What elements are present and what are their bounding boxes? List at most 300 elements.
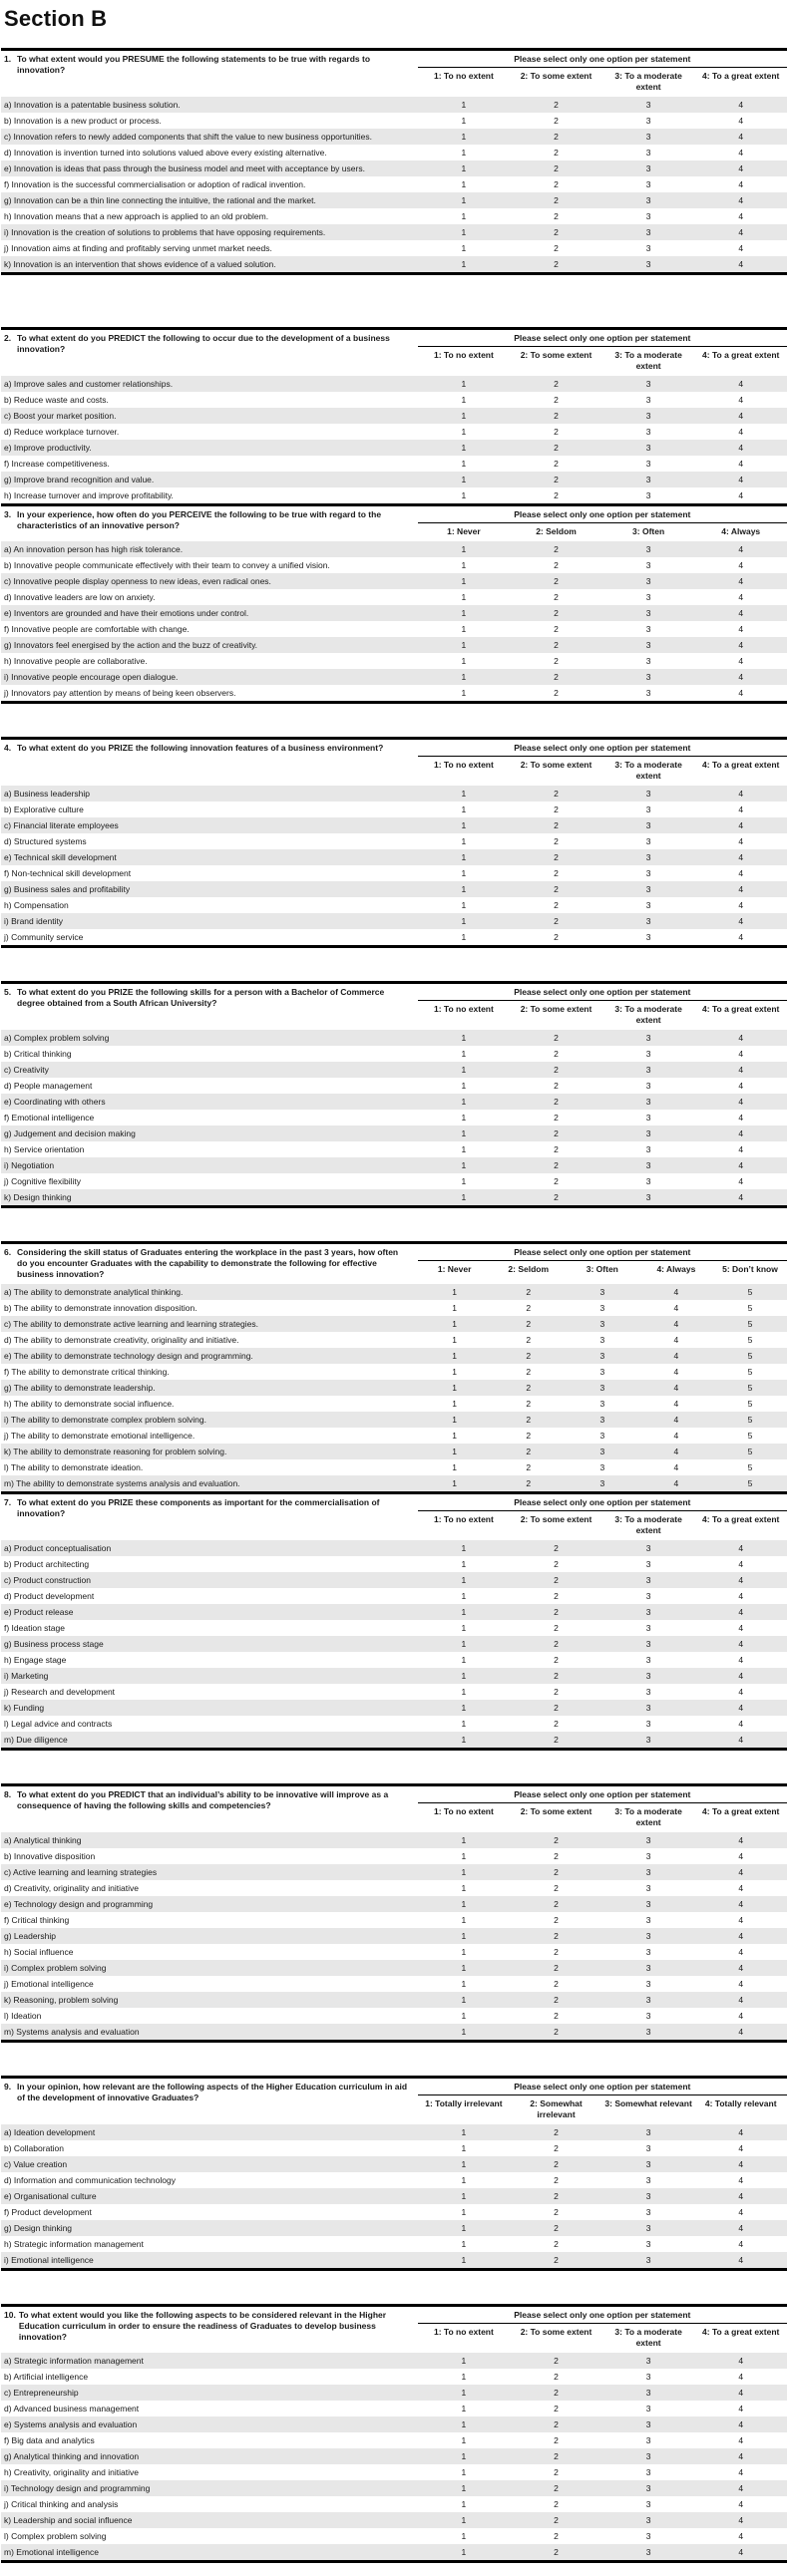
- option-cell-1[interactable]: 1: [461, 883, 467, 894]
- option-cell-2[interactable]: 2: [526, 1430, 532, 1441]
- option-cell-3[interactable]: 3: [645, 915, 651, 926]
- option-cell-4[interactable]: 4: [738, 1032, 744, 1043]
- option-cell-3[interactable]: 3: [645, 2450, 651, 2461]
- option-cell-4[interactable]: 4: [738, 1946, 744, 1957]
- option-cell-3[interactable]: 3: [645, 131, 651, 142]
- option-cell-4[interactable]: 4: [738, 2450, 744, 2461]
- option-cell-5[interactable]: 5: [747, 1318, 753, 1329]
- option-cell-2[interactable]: 2: [526, 1382, 532, 1393]
- option-cell-2[interactable]: 2: [554, 1718, 559, 1729]
- option-cell-1[interactable]: 1: [461, 899, 467, 910]
- option-cell-1[interactable]: 1: [461, 2403, 467, 2414]
- option-cell-1[interactable]: 1: [461, 226, 467, 237]
- option-cell-4[interactable]: 4: [738, 1558, 744, 1569]
- option-cell-2[interactable]: 2: [554, 1686, 559, 1697]
- option-cell-2[interactable]: 2: [554, 1946, 559, 1957]
- option-cell-2[interactable]: 2: [554, 2514, 559, 2525]
- option-cell-3[interactable]: 3: [645, 1191, 651, 1202]
- option-cell-3[interactable]: 3: [645, 2190, 651, 2201]
- option-cell-4[interactable]: 4: [738, 2371, 744, 2382]
- option-cell-3[interactable]: 3: [645, 2142, 651, 2153]
- option-cell-2[interactable]: 2: [554, 147, 559, 158]
- option-cell-2[interactable]: 2: [554, 2158, 559, 2169]
- option-cell-4[interactable]: 4: [738, 1064, 744, 1075]
- option-cell-3[interactable]: 3: [645, 623, 651, 634]
- option-cell-4[interactable]: 4: [738, 607, 744, 618]
- option-cell-3[interactable]: 3: [645, 1542, 651, 1553]
- option-cell-1[interactable]: 1: [461, 2355, 467, 2366]
- option-cell-4[interactable]: 4: [738, 458, 744, 469]
- option-cell-3[interactable]: 3: [645, 178, 651, 189]
- option-cell-2[interactable]: 2: [554, 1930, 559, 1941]
- option-cell-4[interactable]: 4: [738, 2254, 744, 2265]
- option-cell-1[interactable]: 1: [461, 1064, 467, 1075]
- option-cell-2[interactable]: 2: [554, 2174, 559, 2185]
- option-cell-3[interactable]: 3: [645, 2482, 651, 2493]
- option-cell-2[interactable]: 2: [526, 1302, 532, 1313]
- option-cell-3[interactable]: 3: [599, 1302, 605, 1313]
- option-cell-1[interactable]: 1: [452, 1430, 458, 1441]
- option-cell-4[interactable]: 4: [738, 378, 744, 389]
- option-cell-5[interactable]: 5: [747, 1446, 753, 1456]
- option-cell-2[interactable]: 2: [526, 1318, 532, 1329]
- option-cell-2[interactable]: 2: [554, 1558, 559, 1569]
- option-cell-1[interactable]: 1: [461, 410, 467, 421]
- option-cell-3[interactable]: 3: [645, 655, 651, 666]
- option-cell-4[interactable]: 4: [738, 2514, 744, 2525]
- option-cell-4[interactable]: 4: [738, 2530, 744, 2541]
- option-cell-4[interactable]: 4: [738, 1590, 744, 1601]
- option-cell-2[interactable]: 2: [526, 1414, 532, 1425]
- option-cell-1[interactable]: 1: [461, 804, 467, 814]
- option-cell-2[interactable]: 2: [554, 99, 559, 110]
- option-cell-1[interactable]: 1: [461, 2466, 467, 2477]
- option-cell-4[interactable]: 4: [738, 442, 744, 453]
- option-cell-1[interactable]: 1: [461, 1654, 467, 1665]
- option-cell-4[interactable]: 4: [738, 1127, 744, 1138]
- option-cell-4[interactable]: 4: [738, 851, 744, 862]
- option-cell-4[interactable]: 4: [738, 543, 744, 554]
- option-cell-4[interactable]: 4: [738, 1686, 744, 1697]
- option-cell-2[interactable]: 2: [554, 1670, 559, 1681]
- option-cell-4[interactable]: 4: [738, 899, 744, 910]
- option-cell-1[interactable]: 1: [461, 394, 467, 405]
- option-cell-3[interactable]: 3: [645, 1654, 651, 1665]
- option-cell-4[interactable]: 4: [738, 2546, 744, 2557]
- option-cell-5[interactable]: 5: [747, 1350, 753, 1361]
- option-cell-2[interactable]: 2: [554, 883, 559, 894]
- option-cell-2[interactable]: 2: [554, 2434, 559, 2445]
- option-cell-2[interactable]: 2: [554, 623, 559, 634]
- option-cell-1[interactable]: 1: [461, 623, 467, 634]
- option-cell-4[interactable]: 4: [738, 242, 744, 253]
- option-cell-2[interactable]: 2: [554, 1191, 559, 1202]
- option-cell-4[interactable]: 4: [738, 1622, 744, 1633]
- option-cell-4[interactable]: 4: [673, 1446, 679, 1456]
- option-cell-2[interactable]: 2: [554, 1898, 559, 1909]
- option-cell-2[interactable]: 2: [526, 1350, 532, 1361]
- option-cell-2[interactable]: 2: [554, 2026, 559, 2037]
- option-cell-4[interactable]: 4: [738, 162, 744, 173]
- option-cell-4[interactable]: 4: [738, 1638, 744, 1649]
- option-cell-4[interactable]: 4: [738, 178, 744, 189]
- option-cell-4[interactable]: 4: [738, 258, 744, 269]
- option-cell-2[interactable]: 2: [554, 851, 559, 862]
- option-cell-1[interactable]: 1: [461, 2142, 467, 2153]
- option-cell-3[interactable]: 3: [599, 1318, 605, 1329]
- option-cell-3[interactable]: 3: [645, 2434, 651, 2445]
- option-cell-4[interactable]: 4: [738, 2498, 744, 2509]
- option-cell-2[interactable]: 2: [554, 1866, 559, 1877]
- option-cell-3[interactable]: 3: [645, 2010, 651, 2021]
- option-cell-3[interactable]: 3: [645, 1159, 651, 1170]
- option-cell-2[interactable]: 2: [554, 655, 559, 666]
- option-cell-2[interactable]: 2: [554, 1978, 559, 1989]
- option-cell-1[interactable]: 1: [461, 378, 467, 389]
- option-cell-2[interactable]: 2: [554, 835, 559, 846]
- option-cell-3[interactable]: 3: [645, 1175, 651, 1186]
- option-cell-1[interactable]: 1: [461, 2434, 467, 2445]
- option-cell-3[interactable]: 3: [645, 851, 651, 862]
- option-cell-1[interactable]: 1: [461, 1542, 467, 1553]
- option-cell-1[interactable]: 1: [461, 559, 467, 570]
- option-cell-2[interactable]: 2: [554, 543, 559, 554]
- option-cell-2[interactable]: 2: [554, 1127, 559, 1138]
- option-cell-3[interactable]: 3: [645, 258, 651, 269]
- option-cell-1[interactable]: 1: [461, 1898, 467, 1909]
- option-cell-2[interactable]: 2: [554, 607, 559, 618]
- option-cell-3[interactable]: 3: [645, 788, 651, 799]
- option-cell-4[interactable]: 4: [738, 489, 744, 500]
- option-cell-1[interactable]: 1: [461, 242, 467, 253]
- option-cell-3[interactable]: 3: [645, 1143, 651, 1154]
- option-cell-2[interactable]: 2: [554, 1064, 559, 1075]
- option-cell-4[interactable]: 4: [738, 1143, 744, 1154]
- option-cell-3[interactable]: 3: [599, 1461, 605, 1472]
- option-cell-3[interactable]: 3: [645, 2238, 651, 2249]
- option-cell-3[interactable]: 3: [645, 1686, 651, 1697]
- option-cell-3[interactable]: 3: [645, 410, 651, 421]
- option-cell-4[interactable]: 4: [738, 2142, 744, 2153]
- option-cell-3[interactable]: 3: [645, 591, 651, 602]
- option-cell-3[interactable]: 3: [645, 804, 651, 814]
- option-cell-1[interactable]: 1: [452, 1334, 458, 1345]
- option-cell-2[interactable]: 2: [554, 458, 559, 469]
- option-cell-3[interactable]: 3: [645, 639, 651, 650]
- option-cell-1[interactable]: 1: [461, 1734, 467, 1745]
- option-cell-1[interactable]: 1: [461, 1191, 467, 1202]
- option-cell-3[interactable]: 3: [645, 575, 651, 586]
- option-cell-4[interactable]: 4: [738, 2482, 744, 2493]
- option-cell-4[interactable]: 4: [673, 1461, 679, 1472]
- option-cell-3[interactable]: 3: [645, 1622, 651, 1633]
- option-cell-5[interactable]: 5: [747, 1286, 753, 1297]
- option-cell-4[interactable]: 4: [738, 2238, 744, 2249]
- option-cell-1[interactable]: 1: [461, 2206, 467, 2217]
- option-cell-4[interactable]: 4: [738, 1718, 744, 1729]
- option-cell-1[interactable]: 1: [461, 1702, 467, 1713]
- option-cell-2[interactable]: 2: [554, 2142, 559, 2153]
- option-cell-2[interactable]: 2: [554, 788, 559, 799]
- option-cell-2[interactable]: 2: [526, 1334, 532, 1345]
- option-cell-3[interactable]: 3: [645, 2222, 651, 2233]
- option-cell-1[interactable]: 1: [461, 1112, 467, 1123]
- option-cell-2[interactable]: 2: [554, 2126, 559, 2137]
- option-cell-3[interactable]: 3: [599, 1446, 605, 1456]
- option-cell-2[interactable]: 2: [554, 1702, 559, 1713]
- option-cell-3[interactable]: 3: [645, 1898, 651, 1909]
- option-cell-3[interactable]: 3: [645, 2026, 651, 2037]
- option-cell-3[interactable]: 3: [645, 931, 651, 942]
- option-cell-4[interactable]: 4: [673, 1350, 679, 1361]
- option-cell-1[interactable]: 1: [461, 1175, 467, 1186]
- option-cell-2[interactable]: 2: [554, 1734, 559, 1745]
- option-cell-2[interactable]: 2: [526, 1446, 532, 1456]
- option-cell-3[interactable]: 3: [645, 2387, 651, 2398]
- option-cell-2[interactable]: 2: [554, 1850, 559, 1861]
- option-cell-3[interactable]: 3: [645, 162, 651, 173]
- option-cell-4[interactable]: 4: [738, 559, 744, 570]
- option-cell-4[interactable]: 4: [673, 1302, 679, 1313]
- option-cell-1[interactable]: 1: [461, 210, 467, 221]
- option-cell-2[interactable]: 2: [554, 639, 559, 650]
- option-cell-5[interactable]: 5: [747, 1398, 753, 1409]
- option-cell-1[interactable]: 1: [461, 2371, 467, 2382]
- option-cell-3[interactable]: 3: [645, 1064, 651, 1075]
- option-cell-4[interactable]: 4: [738, 2434, 744, 2445]
- option-cell-4[interactable]: 4: [738, 410, 744, 421]
- option-cell-3[interactable]: 3: [645, 458, 651, 469]
- option-cell-3[interactable]: 3: [645, 1590, 651, 1601]
- option-cell-1[interactable]: 1: [461, 1978, 467, 1989]
- option-cell-1[interactable]: 1: [452, 1318, 458, 1329]
- option-cell-2[interactable]: 2: [554, 2403, 559, 2414]
- option-cell-1[interactable]: 1: [452, 1366, 458, 1377]
- option-cell-2[interactable]: 2: [554, 2190, 559, 2201]
- option-cell-2[interactable]: 2: [554, 1654, 559, 1665]
- option-cell-2[interactable]: 2: [554, 2498, 559, 2509]
- option-cell-3[interactable]: 3: [599, 1477, 605, 1488]
- option-cell-4[interactable]: 4: [673, 1318, 679, 1329]
- option-cell-4[interactable]: 4: [738, 2158, 744, 2169]
- option-cell-4[interactable]: 4: [738, 671, 744, 682]
- option-cell-1[interactable]: 1: [461, 1718, 467, 1729]
- option-cell-2[interactable]: 2: [526, 1286, 532, 1297]
- option-cell-4[interactable]: 4: [738, 1994, 744, 2005]
- option-cell-4[interactable]: 4: [738, 1930, 744, 1941]
- option-cell-1[interactable]: 1: [461, 131, 467, 142]
- option-cell-1[interactable]: 1: [461, 1638, 467, 1649]
- option-cell-4[interactable]: 4: [738, 623, 744, 634]
- option-cell-2[interactable]: 2: [554, 819, 559, 830]
- option-cell-1[interactable]: 1: [461, 2514, 467, 2525]
- option-cell-2[interactable]: 2: [554, 1574, 559, 1585]
- option-cell-1[interactable]: 1: [461, 1127, 467, 1138]
- option-cell-1[interactable]: 1: [452, 1302, 458, 1313]
- option-cell-2[interactable]: 2: [554, 394, 559, 405]
- option-cell-1[interactable]: 1: [461, 655, 467, 666]
- option-cell-5[interactable]: 5: [747, 1334, 753, 1345]
- option-cell-3[interactable]: 3: [645, 2254, 651, 2265]
- option-cell-2[interactable]: 2: [554, 1638, 559, 1649]
- option-cell-3[interactable]: 3: [645, 1978, 651, 1989]
- option-cell-1[interactable]: 1: [461, 2126, 467, 2137]
- option-cell-2[interactable]: 2: [554, 2387, 559, 2398]
- option-cell-1[interactable]: 1: [461, 931, 467, 942]
- option-cell-3[interactable]: 3: [645, 2546, 651, 2557]
- option-cell-2[interactable]: 2: [554, 804, 559, 814]
- option-cell-3[interactable]: 3: [599, 1350, 605, 1361]
- option-cell-4[interactable]: 4: [738, 915, 744, 926]
- option-cell-2[interactable]: 2: [554, 474, 559, 484]
- option-cell-1[interactable]: 1: [461, 1048, 467, 1059]
- option-cell-1[interactable]: 1: [461, 474, 467, 484]
- option-cell-4[interactable]: 4: [738, 2174, 744, 2185]
- option-cell-1[interactable]: 1: [461, 788, 467, 799]
- option-cell-3[interactable]: 3: [645, 1638, 651, 1649]
- option-cell-1[interactable]: 1: [461, 1558, 467, 1569]
- option-cell-1[interactable]: 1: [461, 258, 467, 269]
- option-cell-1[interactable]: 1: [461, 194, 467, 205]
- option-cell-4[interactable]: 4: [673, 1334, 679, 1345]
- option-cell-1[interactable]: 1: [461, 2238, 467, 2249]
- option-cell-4[interactable]: 4: [738, 1702, 744, 1713]
- option-cell-1[interactable]: 1: [461, 2026, 467, 2037]
- option-cell-1[interactable]: 1: [461, 1606, 467, 1617]
- option-cell-3[interactable]: 3: [645, 1914, 651, 1925]
- option-cell-4[interactable]: 4: [738, 2206, 744, 2217]
- option-cell-1[interactable]: 1: [461, 2387, 467, 2398]
- option-cell-3[interactable]: 3: [645, 2206, 651, 2217]
- option-cell-5[interactable]: 5: [747, 1477, 753, 1488]
- option-cell-1[interactable]: 1: [452, 1414, 458, 1425]
- option-cell-1[interactable]: 1: [461, 607, 467, 618]
- option-cell-4[interactable]: 4: [738, 2026, 744, 2037]
- option-cell-4[interactable]: 4: [738, 2403, 744, 2414]
- option-cell-3[interactable]: 3: [645, 1048, 651, 1059]
- option-cell-2[interactable]: 2: [554, 242, 559, 253]
- option-cell-2[interactable]: 2: [526, 1398, 532, 1409]
- option-cell-4[interactable]: 4: [738, 2010, 744, 2021]
- option-cell-3[interactable]: 3: [645, 2514, 651, 2525]
- option-cell-1[interactable]: 1: [461, 1080, 467, 1091]
- option-cell-1[interactable]: 1: [461, 1670, 467, 1681]
- option-cell-1[interactable]: 1: [461, 835, 467, 846]
- option-cell-4[interactable]: 4: [673, 1398, 679, 1409]
- option-cell-1[interactable]: 1: [461, 1866, 467, 1877]
- option-cell-1[interactable]: 1: [461, 2254, 467, 2265]
- option-cell-2[interactable]: 2: [554, 1143, 559, 1154]
- option-cell-4[interactable]: 4: [738, 1048, 744, 1059]
- option-cell-2[interactable]: 2: [526, 1477, 532, 1488]
- option-cell-1[interactable]: 1: [452, 1398, 458, 1409]
- option-cell-1[interactable]: 1: [452, 1477, 458, 1488]
- option-cell-2[interactable]: 2: [554, 1882, 559, 1893]
- option-cell-4[interactable]: 4: [738, 788, 744, 799]
- option-cell-4[interactable]: 4: [738, 2222, 744, 2233]
- option-cell-2[interactable]: 2: [554, 1096, 559, 1107]
- option-cell-3[interactable]: 3: [645, 1670, 651, 1681]
- option-cell-4[interactable]: 4: [738, 1962, 744, 1973]
- option-cell-3[interactable]: 3: [645, 2418, 651, 2429]
- option-cell-1[interactable]: 1: [461, 1994, 467, 2005]
- option-cell-1[interactable]: 1: [461, 2530, 467, 2541]
- option-cell-3[interactable]: 3: [645, 1127, 651, 1138]
- option-cell-2[interactable]: 2: [554, 489, 559, 500]
- option-cell-1[interactable]: 1: [461, 2546, 467, 2557]
- option-cell-3[interactable]: 3: [645, 2371, 651, 2382]
- option-cell-4[interactable]: 4: [738, 1191, 744, 1202]
- option-cell-2[interactable]: 2: [554, 2418, 559, 2429]
- option-cell-4[interactable]: 4: [738, 2355, 744, 2366]
- option-cell-1[interactable]: 1: [461, 2010, 467, 2021]
- option-cell-3[interactable]: 3: [645, 559, 651, 570]
- option-cell-1[interactable]: 1: [461, 1686, 467, 1697]
- option-cell-4[interactable]: 4: [738, 1734, 744, 1745]
- option-cell-2[interactable]: 2: [554, 2222, 559, 2233]
- option-cell-1[interactable]: 1: [461, 2498, 467, 2509]
- option-cell-3[interactable]: 3: [645, 1866, 651, 1877]
- option-cell-2[interactable]: 2: [554, 1914, 559, 1925]
- option-cell-1[interactable]: 1: [461, 1962, 467, 1973]
- option-cell-3[interactable]: 3: [645, 226, 651, 237]
- option-cell-3[interactable]: 3: [645, 819, 651, 830]
- option-cell-2[interactable]: 2: [554, 575, 559, 586]
- option-cell-2[interactable]: 2: [554, 1590, 559, 1601]
- option-cell-2[interactable]: 2: [554, 1048, 559, 1059]
- option-cell-3[interactable]: 3: [645, 115, 651, 126]
- option-cell-1[interactable]: 1: [461, 2174, 467, 2185]
- option-cell-1[interactable]: 1: [461, 867, 467, 878]
- option-cell-2[interactable]: 2: [554, 1112, 559, 1123]
- option-cell-2[interactable]: 2: [554, 1606, 559, 1617]
- option-cell-4[interactable]: 4: [738, 474, 744, 484]
- option-cell-1[interactable]: 1: [461, 1882, 467, 1893]
- option-cell-3[interactable]: 3: [645, 2158, 651, 2169]
- option-cell-1[interactable]: 1: [452, 1286, 458, 1297]
- option-cell-2[interactable]: 2: [554, 378, 559, 389]
- option-cell-1[interactable]: 1: [452, 1350, 458, 1361]
- option-cell-4[interactable]: 4: [738, 1175, 744, 1186]
- option-cell-1[interactable]: 1: [461, 147, 467, 158]
- option-cell-3[interactable]: 3: [645, 210, 651, 221]
- option-cell-1[interactable]: 1: [461, 1096, 467, 1107]
- option-cell-2[interactable]: 2: [554, 671, 559, 682]
- option-cell-2[interactable]: 2: [554, 426, 559, 437]
- option-cell-2[interactable]: 2: [554, 194, 559, 205]
- option-cell-1[interactable]: 1: [452, 1446, 458, 1456]
- option-cell-1[interactable]: 1: [461, 1834, 467, 1845]
- option-cell-1[interactable]: 1: [461, 1930, 467, 1941]
- option-cell-1[interactable]: 1: [452, 1382, 458, 1393]
- option-cell-2[interactable]: 2: [554, 2355, 559, 2366]
- option-cell-4[interactable]: 4: [738, 2418, 744, 2429]
- option-cell-3[interactable]: 3: [645, 1574, 651, 1585]
- option-cell-3[interactable]: 3: [645, 1734, 651, 1745]
- option-cell-1[interactable]: 1: [461, 591, 467, 602]
- option-cell-1[interactable]: 1: [461, 575, 467, 586]
- option-cell-5[interactable]: 5: [747, 1382, 753, 1393]
- option-cell-4[interactable]: 4: [738, 115, 744, 126]
- option-cell-3[interactable]: 3: [645, 1834, 651, 1845]
- option-cell-3[interactable]: 3: [645, 1946, 651, 1957]
- option-cell-2[interactable]: 2: [554, 226, 559, 237]
- option-cell-2[interactable]: 2: [554, 1994, 559, 2005]
- option-cell-2[interactable]: 2: [554, 1175, 559, 1186]
- option-cell-4[interactable]: 4: [738, 883, 744, 894]
- option-cell-1[interactable]: 1: [461, 915, 467, 926]
- option-cell-3[interactable]: 3: [599, 1334, 605, 1345]
